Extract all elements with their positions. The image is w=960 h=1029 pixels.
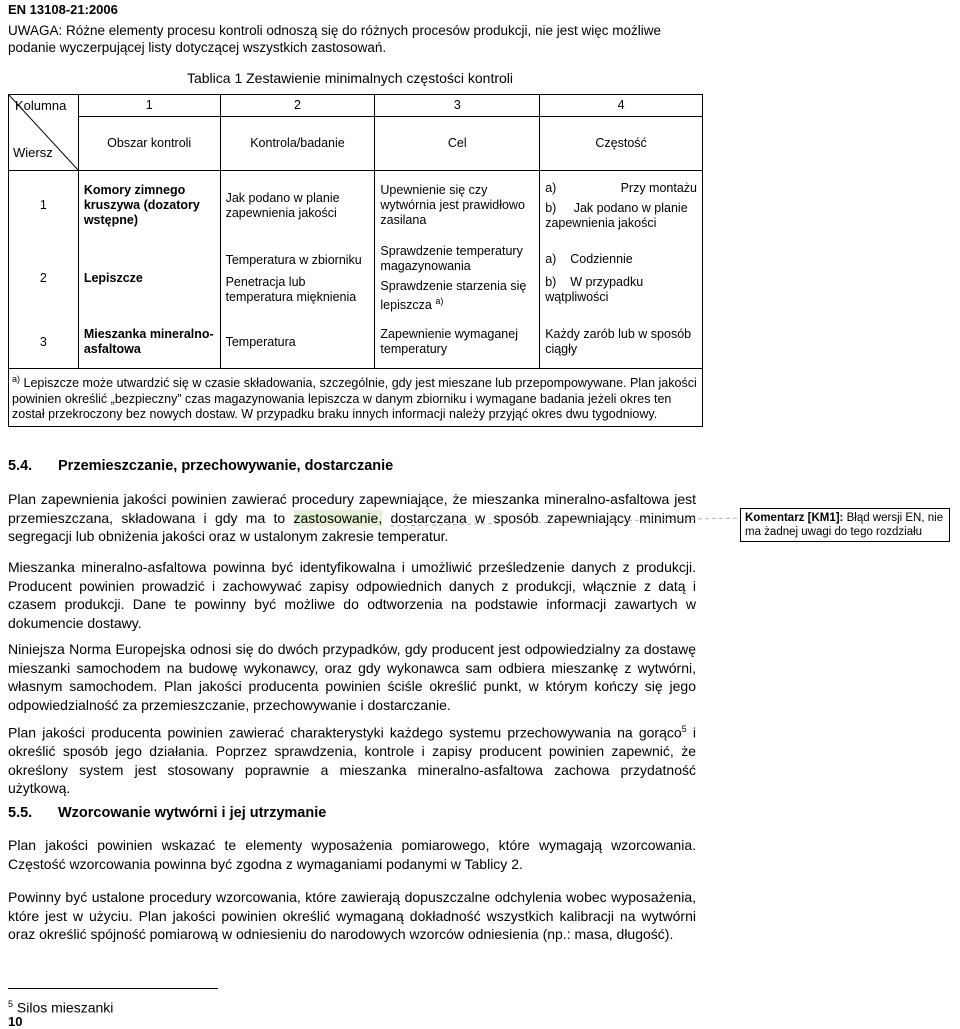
- footnote-ref: 5: [681, 724, 687, 734]
- table-corner-cell: [9, 95, 79, 171]
- footnote-text: Silos mieszanki: [16, 999, 114, 1016]
- col-header: Obszar kontroli: [78, 117, 220, 171]
- section-number: 5.5.: [8, 805, 33, 821]
- freq-a-label: a): [545, 180, 557, 195]
- paragraph: Powinny być ustalone procedury wzorcowania, które zawierają dopuszczalne odchylenia wobec wyposażenia, które jest w użyciu. Plan jakości powinien określić wymaganą dokładność wszystkich kalibracji na wytwórni oraz określić spójność pomiarową w odniesieniu do narodowych wzorców odniesienia (np.: masa, długość).: [8, 889, 696, 942]
- check-line: Temperatura w zbiorniku: [225, 252, 362, 267]
- paragraph: Plan jakości powinien wskazać te elementy wyposażenia pomiarowego, które wymagają wzorcowania. Częstość wzorcowania powinna być zgodna z wymaganiami podanymi w Tablicy 2.: [8, 837, 696, 872]
- section-heading-5-5: [8, 805, 326, 821]
- cell-purpose: Upewnienie się czy wytwórnia jest prawidłowo zasilana: [375, 171, 540, 241]
- freq-b-label: b): [545, 275, 557, 289]
- freq-b-text: W przypadku wątpliwości: [545, 275, 644, 304]
- col-number: 1: [78, 95, 220, 117]
- table-footnote-text: Lepiszcze może utwardzić się w czasie składowania, szczególnie, gdy jest mieszane lub przepompowywane. Plan jakości powinien określić „bezpieczny” czas magazynowania lepiszcza w danym zbiorniku i wymagane badania jeżeli okres ten został przekroczony bez nowych dostaw. W przypadku braku innych informacji należy przyjąć okres dwu tygodniowy.: [12, 376, 697, 422]
- freq-b-label: b): [545, 200, 557, 215]
- cell-area: Lepiszcze: [78, 241, 220, 317]
- cell-check: Temperatura: [220, 317, 375, 369]
- freq-a-text: Przy montażu: [620, 180, 697, 195]
- document-header: EN 13108-21:2006: [8, 2, 118, 17]
- comment-balloon[interactable]: [740, 508, 950, 542]
- freq-b-text: Jak podano w planie zapewnienia jakości: [545, 200, 688, 230]
- cell-purpose: Zapewnienie wymaganej temperatury: [375, 317, 540, 369]
- section-title: Wzorcowanie wytwórni i jej utrzymanie: [58, 805, 327, 821]
- cell-check: [220, 241, 375, 317]
- footnote-number: 5: [8, 999, 14, 1009]
- control-frequency-table: [8, 94, 703, 427]
- cell-frequency: Każdy zarób lub w sposób ciągły: [540, 317, 703, 369]
- row-number: 1: [9, 171, 79, 241]
- comment-connector: [390, 510, 740, 530]
- row-number: 2: [9, 241, 79, 317]
- cell-area: Komory zimnego kruszywa (dozatory wstępne): [78, 171, 220, 241]
- paragraph: Niniejsza Norma Europejska odnosi się do dwóch przypadków, gdy producent jest odpowiedzialny za dostawę mieszanki samochodem na budowę wykonawcy, oraz gdy wykonawca sam odbiera mieszankę z wytwórni, własnym samochodem. Plan jakości producenta powinien ściśle określić punkt, w którym kończy się jego odpowiedzialność za przemieszczanie, przechowywanie i dostarczanie.: [8, 641, 696, 713]
- col-number: 3: [375, 95, 540, 117]
- section-heading-5-4: [8, 458, 393, 474]
- col-number: 4: [540, 95, 703, 117]
- comment-text: Błąd wersji EN, nie ma żadnej uwagi do tego rozdziału: [745, 512, 944, 538]
- paragraph-text: i określić sposób jego działania. Poprzez sprawdzenia, kontrole i zapisy producent powinien zapewnić, że określony system jest stosowany poprawnie a mieszanka mineralno-asfaltowa zachowa przydatność użytkową.: [8, 724, 696, 797]
- corner-bottom-label: Wiersz: [13, 145, 53, 160]
- page-number: 10: [8, 1014, 23, 1029]
- purpose-line: Sprawdzenie temperatury magazynowania: [380, 243, 523, 273]
- table-footnote-marker: a): [12, 374, 21, 384]
- paragraph-text: dostarczana w sposób zapewniający minimum segregacji lub obniżenia jakości oraz w ustalonym zakresie temperatur.: [8, 509, 696, 544]
- check-line: Penetracja lub temperatura mięknienia: [225, 274, 357, 304]
- comment-label: Komentarz [KM1]:: [745, 512, 844, 524]
- cell-frequency: [540, 171, 703, 241]
- purpose-line: Sprawdzenie starzenia się lepiszcza: [380, 278, 527, 313]
- cell-area: Mieszanka mineralno-asfaltowa: [78, 317, 220, 369]
- freq-a-label: a): [545, 252, 557, 266]
- col-header: Cel: [375, 117, 540, 171]
- col-number: 2: [220, 95, 375, 117]
- col-header: Kontrola/badanie: [220, 117, 375, 171]
- corner-top-label: Kolumna: [15, 98, 67, 113]
- table-footnote: [9, 369, 703, 427]
- footnote-ref: a): [435, 295, 444, 306]
- table-caption: Tablica 1 Zestawienie minimalnych częstości kontroli: [186, 70, 514, 86]
- cell-check: Jak podano w planie zapewnienia jakości: [220, 171, 375, 241]
- section-title: Przemieszczanie, przechowywanie, dostarczanie: [58, 458, 394, 474]
- section-number: 5.4.: [8, 458, 33, 474]
- row-number: 3: [9, 317, 79, 369]
- paragraph-text: Plan jakości producenta powinien zawierać charakterystyki każdego systemu przechowywania na gorąco: [8, 724, 682, 741]
- table-row: [9, 317, 703, 369]
- table-row: [9, 171, 703, 241]
- footnote-separator: [8, 988, 218, 989]
- col-header: Częstość: [540, 117, 703, 171]
- cell-frequency: [540, 241, 703, 317]
- commented-text[interactable]: zastosowanie,: [293, 509, 383, 526]
- cell-purpose: [375, 241, 540, 317]
- note-paragraph: UWAGA: Różne elementy procesu kontroli odnoszą się do różnych procesów produkcji, nie jest więc możliwe podanie wyczerpującej listy dotyczącej wszystkich zastosowań.: [8, 23, 662, 55]
- paragraph: [8, 720, 696, 798]
- freq-a-text: Codziennie: [570, 252, 633, 266]
- paragraph: Mieszanka mineralno-asfaltowa powinna być identyfikowalna i umożliwić prześledzenie danych z produkcji. Producent powinien prowadzić i zachowywać zapisy odpowiednich danych z produkcji, włącznie z datą i czasem produkcji. Dane te powinny być możliwe do odtworzenia na podstawie informacji zawartych w dokumencie dostawy.: [8, 559, 696, 631]
- page-footnote: [8, 999, 113, 1016]
- paragraph-text: Plan zapewnienia jakości powinien zawierać procedury zapewniające, że mieszanka mineralno-asfaltowa jest przemieszczana, składowana i gdy ma to: [8, 491, 696, 526]
- table-row: [9, 241, 703, 317]
